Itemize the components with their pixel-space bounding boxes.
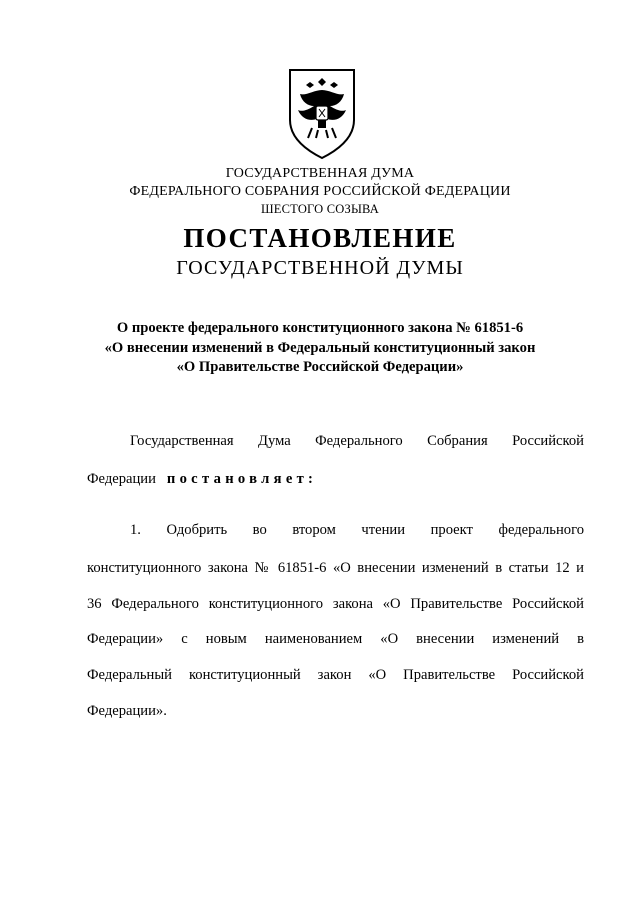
document-title: ПОСТАНОВЛЕНИЕ [183,223,457,253]
bill-title-line: «О Правительстве Российской Федерации» [176,359,464,375]
document-subtitle: ГОСУДАРСТВЕННОЙ ДУМЫ [176,257,464,279]
russian-coat-of-arms-icon [286,68,358,160]
clause-line: Федеральный конституционный закон «О Правительстве Российской [87,667,584,683]
issuer-line-duma: ГОСУДАРСТВЕННАЯ ДУМА [225,166,415,181]
bill-title-line: «О внесении изменений в Федеральный конституционный закон [104,340,536,356]
issuer-line-convocation: ШЕСТОГО СОЗЫВА [260,202,380,216]
preamble-line: Государственная Дума Федерального Собрания Российской [130,433,584,449]
clause-line: Федерации». [87,703,167,719]
bill-title-line: О проекте федерального конституционного закона № 61851-6 [116,320,524,336]
preamble-line [87,470,317,488]
preamble-prefix: Федерации [87,471,156,487]
resolves-keyword: постановляет: [166,471,318,487]
clause-line: конституционного закона № 61851-6 «О внесении изменений в статьи 12 и [87,560,584,576]
clause-line: 36 Федерального конституционного закона «О Правительстве Российской [87,596,584,612]
clause-line: Федерации» с новым наименованием «О внесении изменений в [87,631,584,647]
issuer-line-assembly: ФЕДЕРАЛЬНОГО СОБРАНИЯ РОССИЙСКОЙ ФЕДЕРАЦИИ [129,184,511,199]
clause-line: 1. Одобрить во втором чтении проект федерального [130,522,584,538]
